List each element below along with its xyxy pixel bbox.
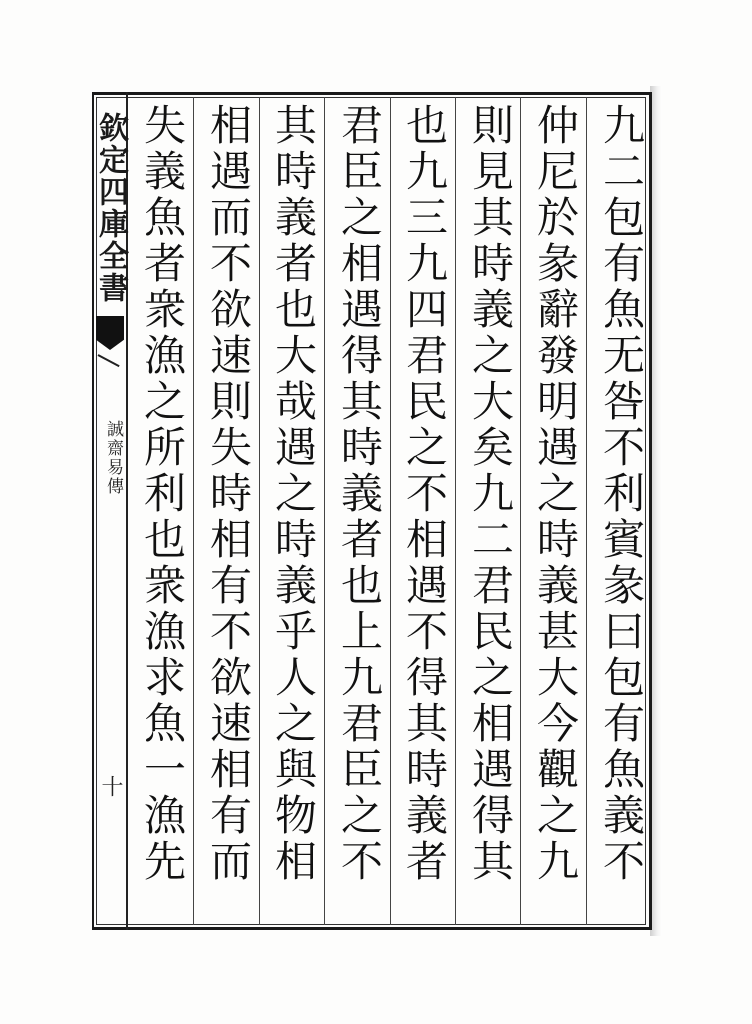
text-column-6: 其時義者也大哉遇之時義乎人之與物相 bbox=[269, 103, 318, 885]
column-rule bbox=[520, 97, 521, 925]
text-columns bbox=[128, 97, 646, 925]
text-column-1: 九二包有魚无咎不利賓彖曰包有魚義不 bbox=[597, 103, 646, 885]
column-rule bbox=[390, 97, 391, 925]
text-column-3: 則見其時義之大矣九二君民之相遇得其 bbox=[466, 103, 515, 885]
text-column-4: 也九三九四君民之不相遇不得其時義者 bbox=[400, 103, 449, 885]
column-rule bbox=[193, 97, 194, 925]
column-rule bbox=[259, 97, 260, 925]
column-rule bbox=[324, 97, 325, 925]
collection-title: 欽定四庫全書 bbox=[93, 112, 128, 304]
text-column-5: 君臣之相遇得其時義者也上九君臣之不 bbox=[335, 103, 384, 885]
column-rule bbox=[455, 97, 456, 925]
text-column-2: 仲尼於彖辭發明遇之時義甚大今觀之九 bbox=[531, 103, 580, 885]
book-title: 誠齋易傳 bbox=[103, 420, 123, 496]
text-column-7: 相遇而不欲速則失時相有不欲速相有而 bbox=[204, 103, 253, 885]
page-number: 十 bbox=[98, 775, 123, 797]
text-column-8: 失義魚者衆漁之所利也衆漁求魚一漁先 bbox=[138, 103, 187, 885]
column-rule bbox=[586, 97, 587, 925]
